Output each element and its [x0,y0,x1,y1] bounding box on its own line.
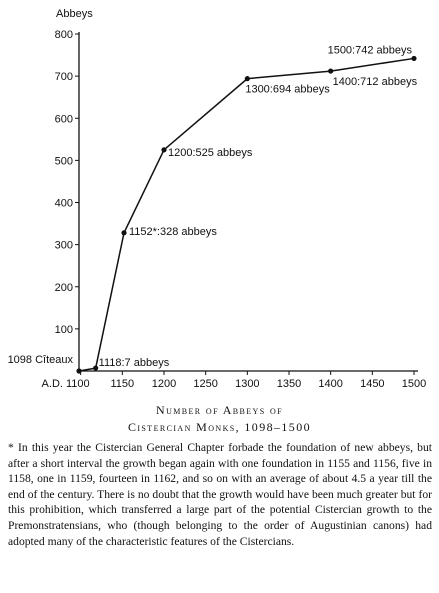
data-point [245,76,250,81]
x-tick-label: 1200 [151,378,177,390]
data-label: 1200:525 abbeys [168,146,253,159]
x-tick-label: 1250 [193,378,218,390]
data-point [328,68,333,73]
x-tick-label: 1300 [235,378,260,390]
chart-title [0,402,439,436]
x-tick-label: 1350 [276,378,302,390]
data-label: 1500:742 abbeys [327,44,412,57]
y-ticks [55,29,79,336]
data-point [121,230,126,235]
y-tick-label: 400 [54,197,73,210]
y-tick-label: 100 [54,323,73,336]
series-line [79,58,414,371]
x-tick-label: 1400 [318,378,343,390]
data-point [76,368,81,373]
series-abbeys [76,56,416,374]
data-point [93,365,98,370]
y-tick-label: 200 [54,281,73,294]
y-axis-label: Abbeys [56,8,93,20]
y-tick-label: 500 [54,155,73,168]
chart-title-line2: Cistercian Monks, 1098–1500 [127,420,312,434]
data-point [411,56,416,61]
data-point [161,147,166,152]
data-label: 1400:712 abbeys [332,76,418,89]
x-ticks [42,371,427,390]
x-tick-label: 1450 [360,378,385,390]
footnote: * In this year the Cistercian General Chapter forbade the foundation of new abbeys, but after a short interval the growth began again with one foundation in 1155 and 1156, five in 1158, one in 1159, fourteen in 1162, and so on with an average of about 4.5 a year till the end of the century. There is no doubt that the growth would have been much greater but for this prohibition, which transferred a large part of the potential Cistercian growth to the Premonstratensians, who (though belonging to the order of Augustinian canons) had adopted many of the characteristic features of the Cistercians. [8,441,432,548]
y-tick-label: 600 [54,113,73,126]
x-tick-label: 1150 [110,378,135,390]
y-tick-label: 800 [54,29,73,41]
data-label: 1098 Cîteaux [7,354,73,366]
chart-title-line1: Number of Abbeys of [156,403,283,417]
y-tick-label: 300 [54,239,73,252]
y-tick-label: 700 [54,71,73,84]
data-label: 1118:7 abbeys [98,357,170,370]
x-tick-label: 1500 [401,378,427,390]
data-label: 1152*:328 abbeys [129,225,217,238]
data-label: 1300:694 abbeys [245,83,330,96]
x-tick-label: A.D. 1100 [41,378,90,390]
